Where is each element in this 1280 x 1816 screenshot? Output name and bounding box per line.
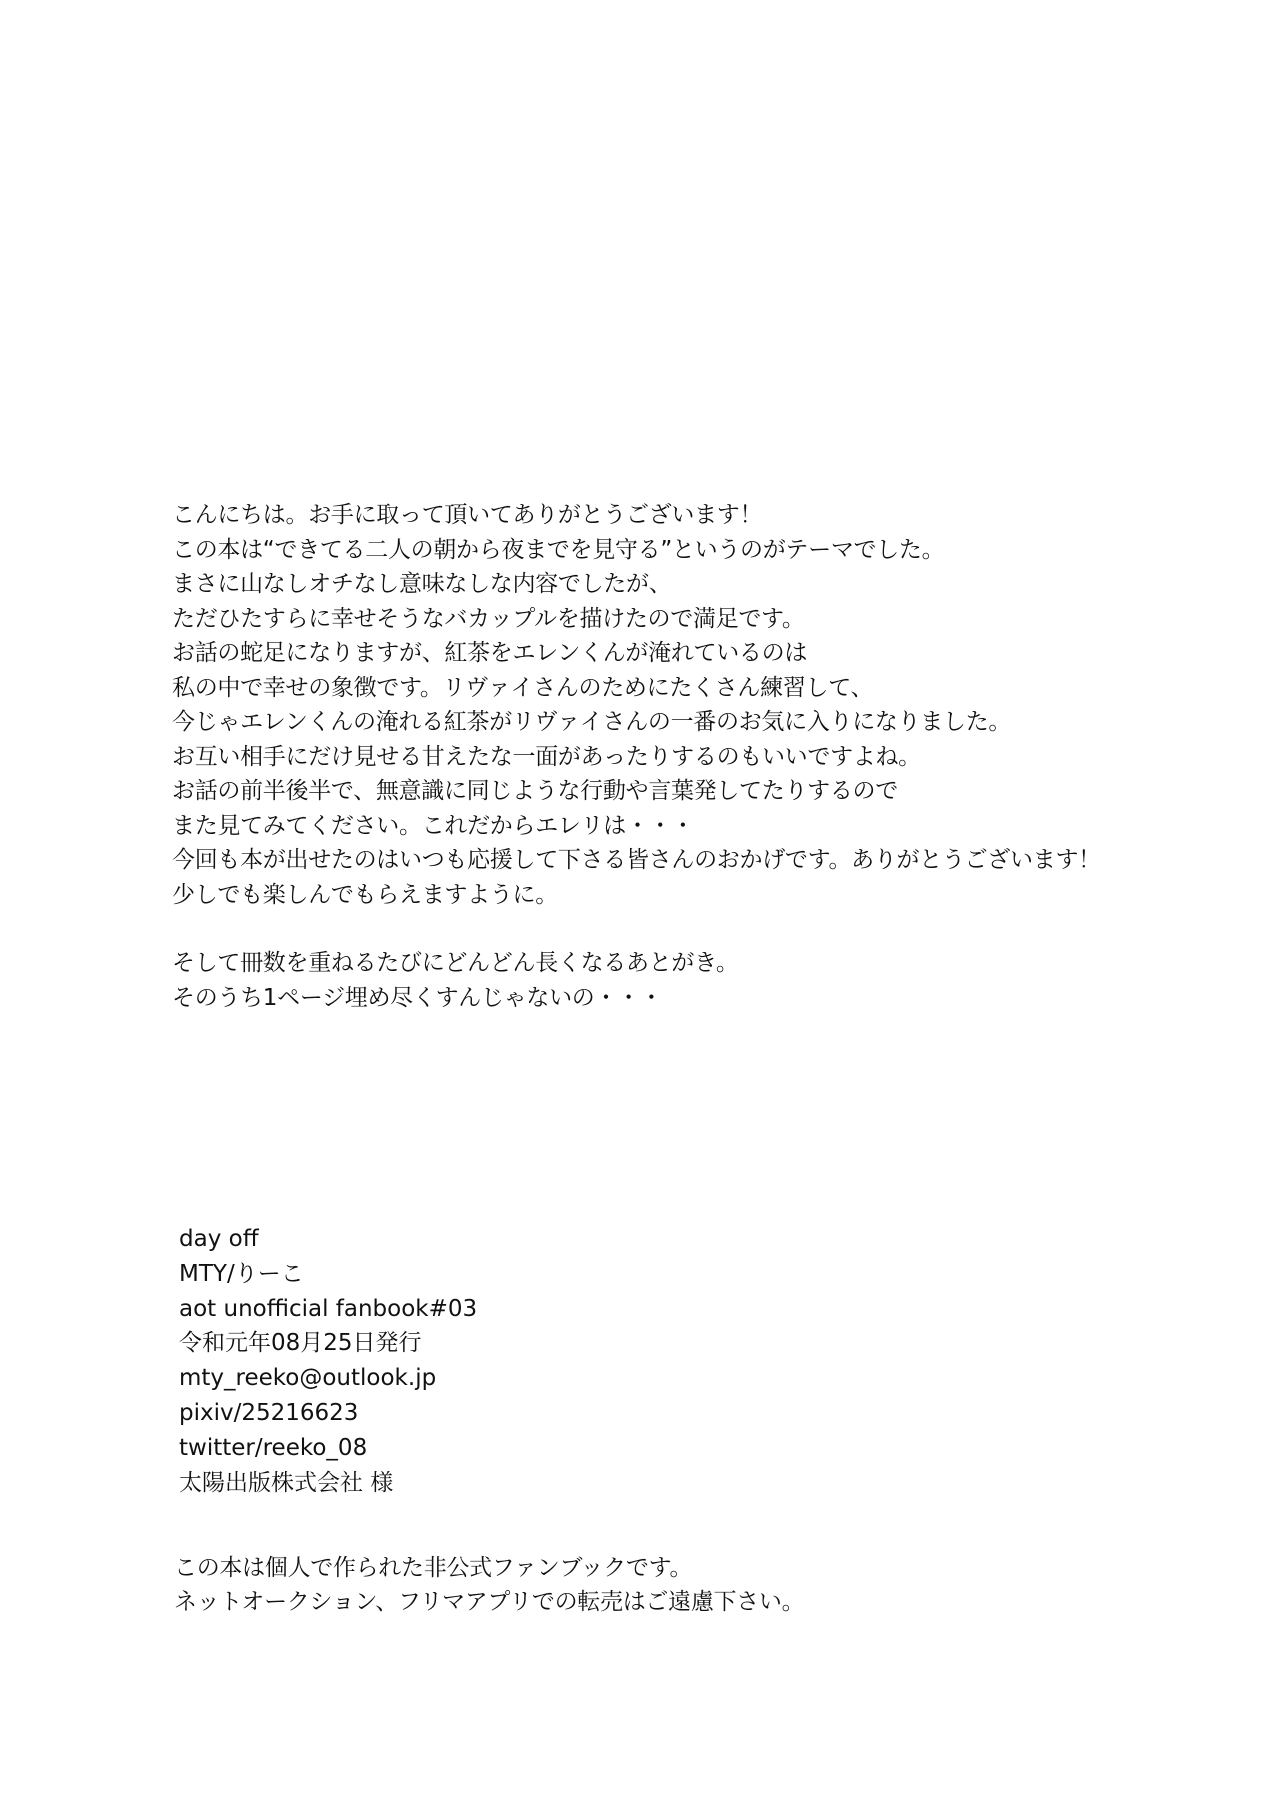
resale-notice [174,1551,804,1619]
afterword-line: ただひたすらに幸せそうなバカップルを描けたので満足です。 [172,605,805,632]
colophon-twitter: twitter/reeko_08 [179,1434,368,1461]
notice-line: この本は個人で作られた非公式ファンブックです。 [174,1555,693,1581]
afterword-line: そのうち1ページ埋め尽くすんじゃないの・・・ [172,984,663,1011]
colophon-pixiv: pixiv/25216623 [179,1399,359,1426]
afterword-line: 今回も本が出せたのはいつも応援して下さる皆さんのおかげです。ありがとうございます！ [172,847,1101,873]
afterword-line: また見てみてください。これだからエレリは・・・ [172,812,695,839]
colophon-printer: 太陽出版株式会社 様 [179,1469,394,1496]
afterword-line: お互い相手にだけ見せる甘えたな一面があったりするのもいいですよね。 [172,743,921,770]
afterword-line: まさに山なしオチなし意味なしな内容でしたが、 [172,571,672,597]
afterword-text [172,498,1101,1015]
afterword-line: お話の蛇足になりますが、紅茶をエレンくんが淹れているのは [172,640,808,666]
afterword-line: こんにちは。お手に取って頂いてありがとうございます！ [172,502,763,528]
afterword-line: この本は“できてる二人の朝から夜までを見守る”というのがテーマでした。 [172,536,945,563]
afterword-line: 私の中で幸せの象徴です。リヴァイさんのためにたくさん練習して、 [172,674,874,701]
notice-line: ネットオークション、フリマアプリでの転売はご遠慮下さい。 [174,1589,805,1615]
colophon-author: MTY/りーこ [179,1260,304,1287]
colophon [179,1222,477,1500]
paragraph-gap [172,912,1101,946]
afterword-line: 今じゃエレンくんの淹れる紅茶がリヴァイさんの一番のお気に入りになりました。 [172,709,1012,735]
colophon-date: 令和元年08月25日発行 [179,1330,422,1357]
afterword-line: そして冊数を重ねるたびにどんどん長くなるあとがき。 [172,950,739,976]
colophon-series: aot unofficial fanbook#03 [179,1295,478,1322]
afterword-line: 少しでも楽しんでもらえますように。 [172,881,558,908]
afterword-line: お話の前半後半で、無意識に同じような行動や言葉発してたりするので [172,778,898,804]
colophon-email: mty_reeko@outlook.jp [179,1365,437,1392]
colophon-title: day off [179,1226,259,1252]
